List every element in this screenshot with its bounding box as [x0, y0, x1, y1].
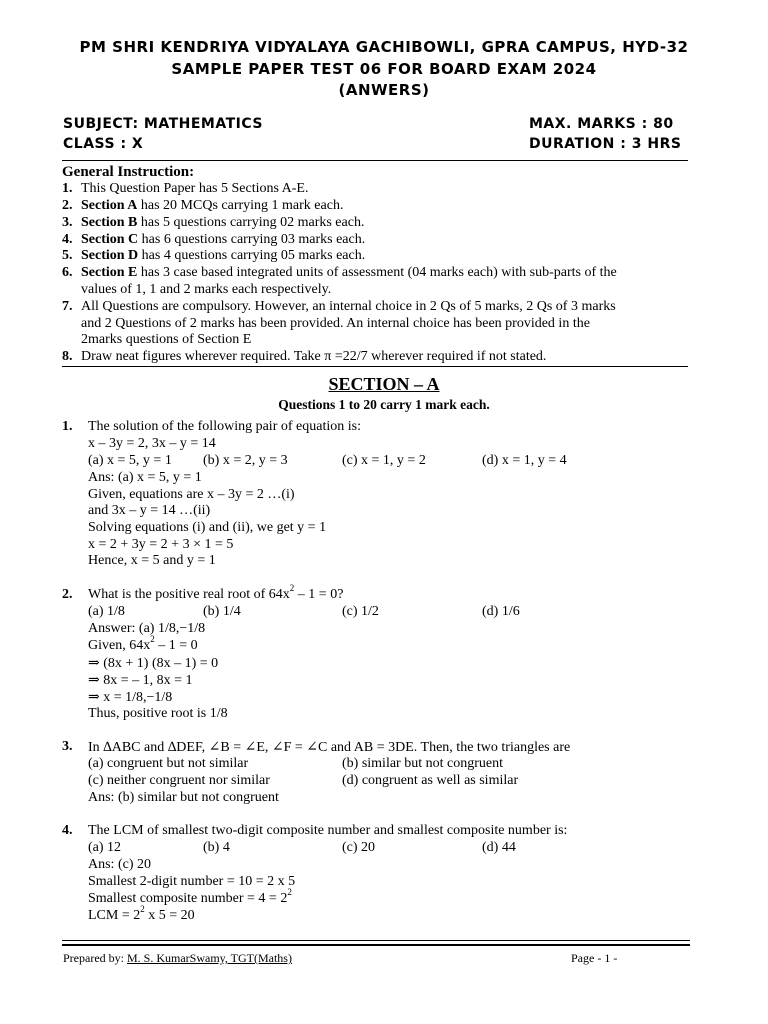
instruction-item: 6. Section E has 3 case based integrated units of assessment (04 marks each) with sub-parts of the: [62, 265, 617, 280]
option-b: (b) 1/4: [203, 604, 241, 619]
instructions-title: General Instruction:: [62, 164, 195, 180]
option-d: (d) 44: [482, 840, 516, 855]
footer-divider-thick: [62, 944, 690, 946]
solution-line: Hence, x = 5 and y = 1: [88, 553, 216, 568]
option-c: (c) 20: [342, 840, 376, 855]
author-name: M. S. KumarSwamy, TGT(Maths): [126, 951, 292, 965]
option-a: (a) x = 5, y = 1: [88, 453, 172, 468]
option-d: (d) x = 1, y = 4: [482, 453, 567, 468]
prepared-by: Prepared by: M. S. KumarSwamy, TGT(Maths): [63, 951, 292, 965]
paper-title: SAMPLE PAPER TEST 06 FOR BOARD EXAM 2024: [171, 60, 597, 78]
solution-line: Solving equations (i) and (ii), we get y = 1: [88, 520, 327, 535]
solution-line: Thus, positive root is 1/8: [88, 706, 228, 721]
solution-line: Smallest composite number = $4 = 2^2$: [88, 887, 292, 906]
option-d: (d) 1/6: [482, 604, 520, 619]
option-b: (b) similar but not congruent: [342, 756, 503, 771]
solution-line: LCM = $2^2$ x 5 = 20: [88, 904, 195, 923]
option-b: (b) 4: [203, 840, 230, 855]
paper-subtitle: (ANWERS): [338, 81, 430, 99]
section-subtitle: Questions 1 to 20 carry 1 mark each.: [278, 397, 490, 412]
answer-line: Ans: (c) 20: [88, 857, 151, 872]
question-text: In ∆ABC and ∆DEF, ∠B = ∠E, ∠F = ∠C and AB = 3DE. Then, the two triangles are: [88, 740, 571, 755]
footer-divider: [62, 940, 690, 941]
answer-line: Ans: (a) x = 5, y = 1: [88, 470, 202, 485]
option-d: (d) congruent as well as similar: [342, 773, 519, 788]
solution-line: and 3x – y = 14 …(ii): [88, 503, 211, 518]
option-c: (c) x = 1, y = 2: [342, 453, 426, 468]
instructions-divider: [62, 366, 688, 367]
instruction-item: 3. Section B has 5 questions carrying 02 marks each.: [62, 215, 365, 230]
question-number: 3.: [62, 739, 73, 754]
question-text: What is the positive real root of $64x^2 - 1 = 0$?: [88, 583, 344, 602]
school-title: PM SHRI KENDRIYA VIDYALAYA GACHIBOWLI, GPRA CAMPUS, HYD-32: [79, 38, 689, 56]
instruction-item: 1. This Question Paper has 5 Sections A-E.: [62, 181, 309, 196]
instruction-item-continued: values of 1, 1 and 2 marks each respectively.: [81, 282, 332, 297]
question-number: 2.: [62, 587, 73, 602]
question-equation: x – 3y = 2, 3x – y = 14: [88, 436, 216, 451]
option-a: (a) 12: [88, 840, 122, 855]
solution-line: x = 2 + 3y = 2 + 3 × 1 = 5: [88, 537, 234, 552]
instruction-item: 2. Section A has 20 MCQs carrying 1 mark each.: [62, 198, 344, 213]
option-a: (a) 1/8: [88, 604, 125, 619]
answer-line: Answer: (a) 1/8,−1/8: [88, 621, 206, 636]
answer-line: Ans: (b) similar but not congruent: [88, 790, 279, 805]
max-marks-label: MAX. MARKS : 80: [529, 116, 674, 132]
class-label: CLASS : X: [63, 136, 144, 152]
duration-label: DURATION : 3 HRS: [529, 136, 682, 152]
instruction-item-continued: and 2 Questions of 2 marks has been provided. An internal choice has been provided in the: [81, 316, 590, 331]
question-number: 4.: [62, 823, 73, 838]
solution-line: Smallest 2-digit number = 10 = 2 x 5: [88, 874, 296, 889]
question-text: The LCM of smallest two-digit composite number and smallest composite number is:: [88, 823, 568, 838]
solution-line: ⇒ (8x + 1) (8x – 1) = 0: [88, 656, 219, 671]
solution-line: ⇒ 8x = – 1, 8x = 1: [88, 673, 193, 688]
question-number: 1.: [62, 419, 73, 434]
header-divider: [62, 160, 688, 161]
option-b: (b) x = 2, y = 3: [203, 453, 288, 468]
instruction-item: 8. Draw neat figures wherever required. Take π =22/7 wherever required if not stated.: [62, 349, 547, 364]
option-c: (c) 1/2: [342, 604, 379, 619]
instruction-item: 7. All Questions are compulsory. However, an internal choice in 2 Qs of 5 marks, 2 Qs of 3 marks: [62, 299, 616, 314]
solution-line: ⇒ x = 1/8,−1/8: [88, 690, 173, 705]
instruction-item: 4. Section C has 6 questions carrying 03 marks each.: [62, 232, 366, 247]
question-text: The solution of the following pair of equation is:: [88, 419, 361, 434]
solution-line: Given, $64x^2 - 1 = 0$: [88, 634, 198, 653]
instruction-item-continued: 2marks questions of Section E: [81, 332, 252, 347]
page-number: Page - 1 -: [571, 951, 618, 965]
section-title: SECTION – A: [328, 374, 440, 394]
instruction-item: 5. Section D has 4 questions carrying 05 marks each.: [62, 248, 366, 263]
option-c: (c) neither congruent nor similar: [88, 773, 270, 788]
subject-label: SUBJECT: MATHEMATICS: [63, 116, 263, 132]
solution-line: Given, equations are x – 3y = 2 …(i): [88, 487, 295, 502]
option-a: (a) congruent but not similar: [88, 756, 249, 771]
